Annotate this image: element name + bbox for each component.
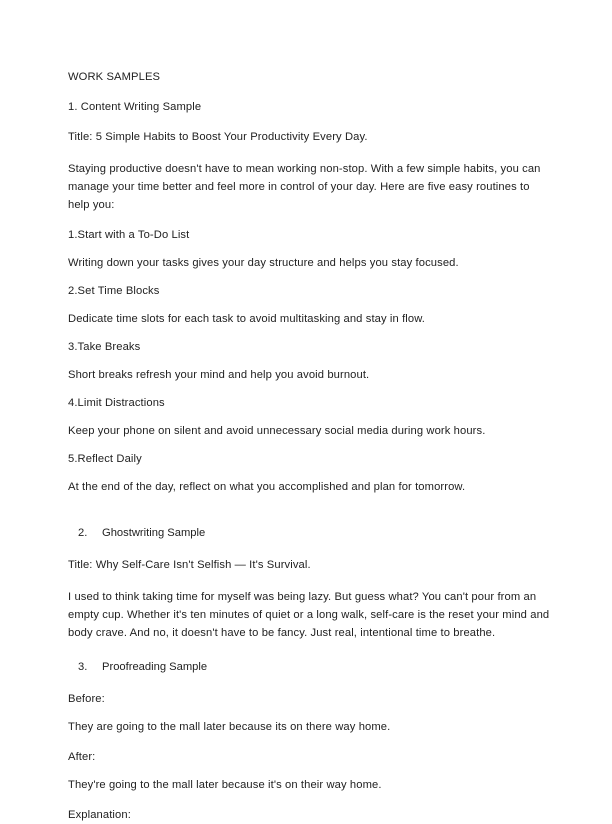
document-body — [68, 68, 553, 824]
ghostwriting-body: I used to think taking time for myself was being lazy. But guess what? You can't pour from an empty cup. Whether it's ten minutes of quiet or a long walk, self-care is the reset your mind and body crave. And no, it doesn't have to be fancy. Just real, intentional time to breathe. — [68, 591, 553, 639]
tip-heading-4: 4.Limit Distractions — [68, 397, 165, 409]
tip-text-5: At the end of the day, reflect on what you accomplished and plan for tomorrow. — [68, 481, 466, 493]
proofreading-after-text: They're going to the mall later because it's on their way home. — [68, 779, 382, 791]
section-label-ghostwriting: Ghostwriting Sample — [102, 527, 206, 539]
section-label-proofreading: Proofreading Sample — [102, 661, 208, 673]
proofreading-after-label: After: — [68, 751, 96, 763]
tip-heading-5: 5.Reflect Daily — [68, 453, 142, 465]
section-heading-ghostwriting — [68, 524, 550, 542]
tip-text-2: Dedicate time slots for each task to avoid multitasking and stay in flow. — [68, 313, 426, 325]
section-heading-proofreading — [68, 658, 550, 676]
content-writing-title: Title: 5 Simple Habits to Boost Your Productivity Every Day. — [68, 131, 368, 143]
proofreading-explanation-label: Explanation: — [68, 809, 131, 821]
section-heading-content-writing: 1. Content Writing Sample — [68, 101, 202, 113]
tip-heading-2: 2.Set Time Blocks — [68, 285, 160, 297]
tip-text-4: Keep your phone on silent and avoid unnecessary social media during work hours. — [68, 425, 486, 437]
tip-text-3: Short breaks refresh your mind and help you avoid burnout. — [68, 369, 370, 381]
tip-heading-1: 1.Start with a To-Do List — [68, 229, 190, 241]
page-title: WORK SAMPLES — [68, 71, 161, 83]
tip-text-1: Writing down your tasks gives your day structure and helps you stay focused. — [68, 257, 459, 269]
ghostwriting-title: Title: Why Self-Care Isn't Selfish — It's Survival. — [68, 559, 311, 571]
tip-heading-3: 3.Take Breaks — [68, 341, 141, 353]
content-writing-intro: Staying productive doesn't have to mean working non-stop. With a few simple habits, you can manage your time better and feel more in control of your day. Here are five easy routines to help you: — [68, 163, 544, 211]
section-number-ghostwriting: 2. — [78, 527, 88, 539]
section-number-proofreading: 3. — [78, 661, 88, 673]
proofreading-before-label: Before: — [68, 693, 105, 705]
proofreading-before-text: They are going to the mall later because its on there way home. — [68, 721, 391, 733]
